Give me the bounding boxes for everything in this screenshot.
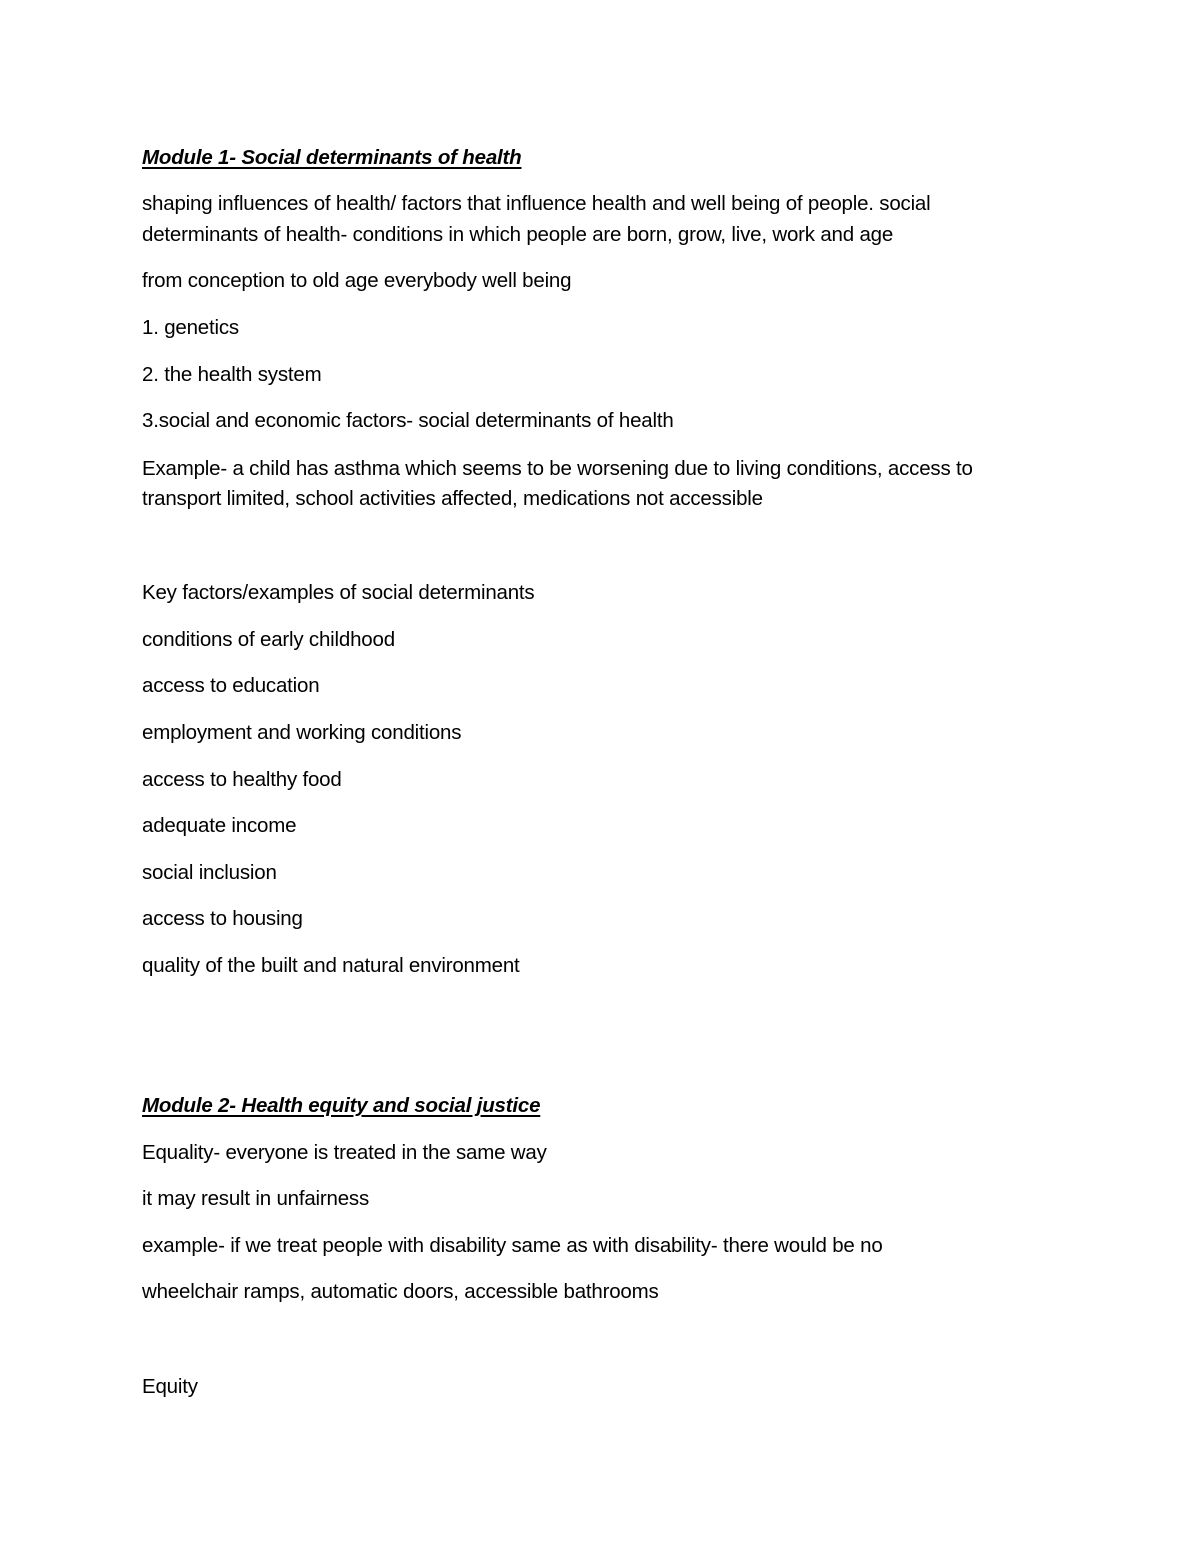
key-factor-item: access to education [142,674,320,697]
key-factor-item: conditions of early childhood [142,628,395,651]
list-item-social-economic: 3.social and economic factors- social determinants of health [142,409,674,432]
equity-line: Equity [142,1375,198,1398]
key-factor-item: access to housing [142,907,303,930]
module-1-heading: Module 1- Social determinants of health [142,146,522,169]
module-1-example-line-1: Example- a child has asthma which seems to be worsening due to living conditions, access to [142,457,973,480]
module-1-example-line-2: transport limited, school activities affected, medications not accessible [142,487,763,510]
module-2-example-line-2: wheelchair ramps, automatic doors, accessible bathrooms [142,1280,659,1303]
key-factor-item: social inclusion [142,861,277,884]
module-2-heading: Module 2- Health equity and social justice [142,1094,541,1117]
key-factors-title: Key factors/examples of social determinants [142,581,535,604]
module-2-example-line-1: example- if we treat people with disability same as with disability- there would be no [142,1234,883,1257]
unfairness-line: it may result in unfairness [142,1187,370,1210]
key-factor-item: adequate income [142,814,297,837]
module-1-intro-line-2: determinants of health- conditions in which people are born, grow, live, work and age [142,223,894,246]
key-factor-item: quality of the built and natural environment [142,954,520,977]
key-factor-item: employment and working conditions [142,721,462,744]
key-factor-item: access to healthy food [142,768,342,791]
list-item-genetics: 1. genetics [142,316,239,339]
equality-line: Equality- everyone is treated in the same way [142,1141,547,1164]
module-1-conception-line: from conception to old age everybody well being [142,269,572,292]
module-1-intro-line-1: shaping influences of health/ factors that influence health and well being of people. social [142,192,931,215]
list-item-health-system: 2. the health system [142,363,322,386]
